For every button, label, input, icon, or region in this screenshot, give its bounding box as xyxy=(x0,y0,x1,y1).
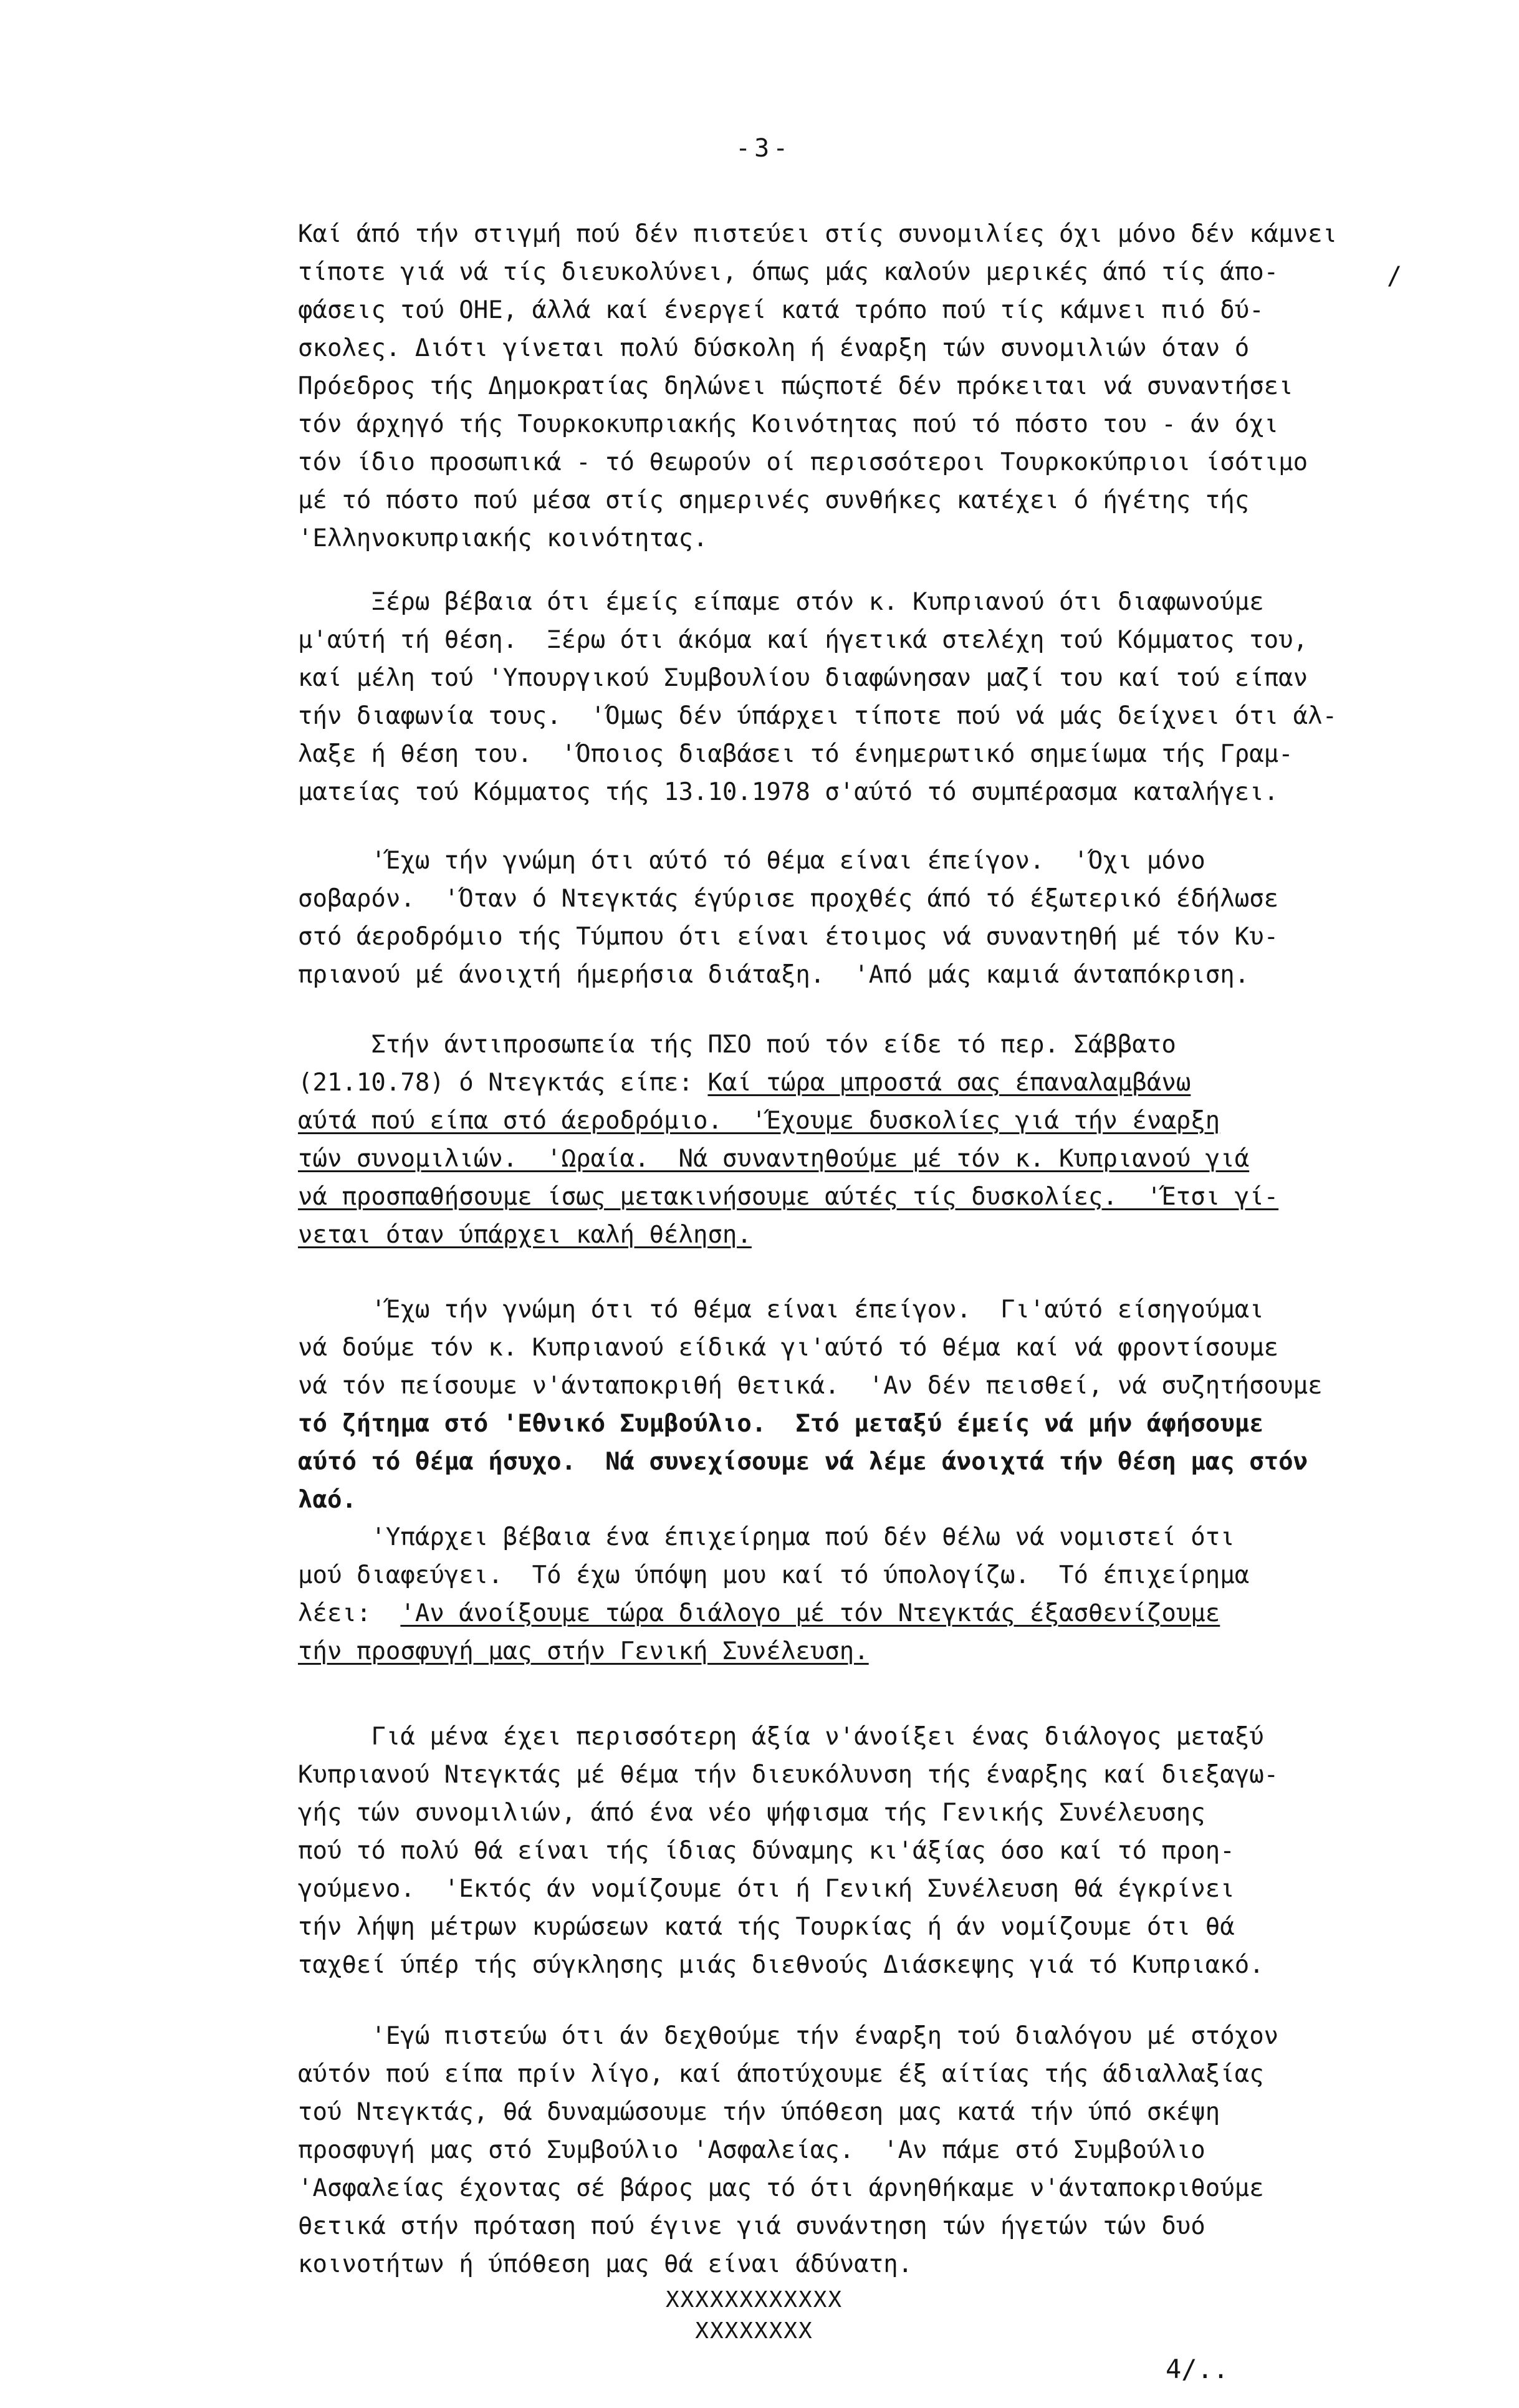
page-number: -3- xyxy=(736,134,792,163)
text-line: τόν ίδιο προσωπικά - τό θεωρούν οί περισσότεροι Τουρκοκύπριοι ίσότιμο xyxy=(298,448,1308,476)
text-line: Ξέρω βέβαια ότι έμείς είπαμε στόν κ. Κυπριανού ότι διαφωνούμε xyxy=(298,588,1264,616)
text-line: τήν λήψη μέτρων κυρώσεων κατά τής Τουρκίας ή άν νομίζουμε ότι θά xyxy=(298,1913,1235,1941)
text-line: 'Ασφαλείας έχοντας σέ βάρος μας τό ότι άρνηθήκαμε ν'άνταποκριθούμε xyxy=(298,2174,1264,2202)
margin-mark: / xyxy=(1387,262,1402,291)
text-line xyxy=(298,1064,1407,1102)
text-line: τό ζήτημα στό 'Εθνικό Συμβούλιο. Στό μεταξύ έμείς νά μήν άφήσουμε xyxy=(298,1410,1264,1438)
underlined-text: τών συνομιλιών. 'Ωραία. Νά συναντηθούμε μέ τόν κ. Κυπριανού γιά xyxy=(298,1145,1250,1173)
text-line: τήν διαφωνία τους. 'Όμως δέν ύπάρχει τίποτε πού νά μάς δείχνει ότι άλ- xyxy=(298,702,1338,730)
paragraph-4-quote xyxy=(298,1026,1407,1254)
text-line: κοινοτήτων ή ύπόθεση μας θά είναι άδύνατη. xyxy=(298,2250,913,2278)
text-line: νά τόν πείσουμε ν'άνταποκριθή θετικά. 'Αν δέν πεισθεί, νά συζητήσουμε xyxy=(298,1372,1323,1400)
underlined-text: Καί τώρα μπροστά σας έπαναλαμβάνω xyxy=(707,1069,1191,1097)
underlined-text: τήν προσφυγή μας στήν Γενική Συνέλευση. xyxy=(298,1637,869,1665)
text-line: γούμενο. 'Εκτός άν νομίζουμε ότι ή Γενική Συνέλευση θά έγκρίνει xyxy=(298,1875,1235,1903)
line-text: Στήν άντιπροσωπεία τής ΠΣΟ πού τόν είδε τό περ. Σάββατο xyxy=(298,1031,1176,1059)
underlined-text: 'Αν άνοίξουμε τώρα διάλογο μέ τόν Ντεγκτάς έξασθενίζουμε xyxy=(400,1599,1220,1627)
text-line: ματείας τού Κόμματος τής 13.10.1978 σ'αύτό τό συμπέρασμα καταλήγει. xyxy=(298,778,1279,806)
text-line: νά δούμε τόν κ. Κυπριανού είδικά γι'αύτό τό θέμα καί νά φροντίσουμε xyxy=(298,1334,1279,1362)
paragraph-5 xyxy=(298,1291,1407,1519)
text-line xyxy=(298,1102,1407,1140)
closing-marks-1: XXXXXXXXXXXX xyxy=(665,2287,843,2313)
text-line: τού Ντεγκτάς, θά δυναμώσουμε τήν ύπόθεση μας κατά τήν ύπό σκέψη xyxy=(298,2098,1220,2126)
text-line: τόν άρχηγό τής Τουρκοκυπριακής Κοινότητας πού τό πόστο του - άν όχι xyxy=(298,410,1279,438)
text-line: 'Έχω τήν γνώμη ότι αύτό τό θέμα είναι έπείγον. 'Όχι μόνο xyxy=(298,847,1205,875)
paragraph-8 xyxy=(298,2017,1407,2283)
text-line: καί μέλη τού 'Υπουργικού Συμβουλίου διαφώνησαν μαζί του καί τού είπαν xyxy=(298,664,1308,692)
text-line: πριανού μέ άνοιχτή ήμερήσια διάταξη. 'Από μάς καμιά άνταπόκριση. xyxy=(298,961,1250,989)
line-text: λέει: xyxy=(298,1599,401,1627)
text-line: σοβαρόν. 'Όταν ό Ντεγκτάς έγύρισε προχθές άπό τό έξωτερικό έδήλωσε xyxy=(298,885,1279,913)
text-line: Κυπριανού Ντεγκτάς μέ θέμα τήν διευκόλυνση τής έναρξης καί διεξαγω- xyxy=(298,1761,1279,1789)
paragraph-6 xyxy=(298,1518,1407,1670)
continuation-marker: 4/.. xyxy=(1166,2354,1229,2384)
line-text: μού διαφεύγει. Τό έχω ύπόψη μου καί τό ύπολογίζω. Τό έπιχείρημα xyxy=(298,1561,1250,1589)
text-line: Γιά μένα έχει περισσότερη άξία ν'άνοίξει ένας διάλογος μεταξύ xyxy=(298,1723,1264,1751)
text-line xyxy=(298,1632,1407,1670)
paragraph-1 xyxy=(298,215,1407,557)
paragraph-7 xyxy=(298,1718,1407,1984)
text-line xyxy=(298,1518,1407,1556)
text-line: 'Ελληνοκυπριακής κοινότητας. xyxy=(298,524,708,552)
text-line xyxy=(298,1216,1407,1254)
text-line: τίποτε γιά νά τίς διευκολύνει, όπως μάς καλούν μερικές άπό τίς άπο- xyxy=(298,258,1279,286)
text-line: μέ τό πόστο πού μέσα στίς σημερινές συνθήκες κατέχει ό ήγέτης τής xyxy=(298,486,1250,514)
text-line: ταχθεί ύπέρ τής σύγκλησης μιάς διεθνούς Διάσκεψης γιά τό Κυπριακό. xyxy=(298,1951,1264,1979)
text-line: προσφυγή μας στό Συμβούλιο 'Ασφαλείας. 'Αν πάμε στό Συμβούλιο xyxy=(298,2136,1205,2164)
paragraph-2 xyxy=(298,583,1407,811)
text-line xyxy=(298,1178,1407,1216)
text-line: λαξε ή θέση του. 'Όποιος διαβάσει τό ένημερωτικό σημείωμα τής Γραμ- xyxy=(298,740,1293,768)
text-line: Καί άπό τήν στιγμή πού δέν πιστεύει στίς συνομιλίες όχι μόνο δέν κάμνει xyxy=(298,220,1338,248)
closing-marks-2: XXXXXXXX xyxy=(695,2318,813,2344)
text-line: γής τών συνομιλιών, άπό ένα νέο ψήφισμα τής Γενικής Συνέλευσης xyxy=(298,1799,1205,1827)
underlined-text: αύτά πού είπα στό άεροδρόμιο. 'Έχουμε δυσκολίες γιά τήν έναρξη xyxy=(298,1107,1220,1135)
text-line: μ'αύτή τή θέση. Ξέρω ότι άκόμα καί ήγετικά στελέχη τού Κόμματος του, xyxy=(298,626,1308,654)
text-line: στό άεροδρόμιο τής Τύμπου ότι είναι έτοιμος νά συναντηθή μέ τόν Κυ- xyxy=(298,923,1279,951)
text-line: σκολες. Διότι γίνεται πολύ δύσκολη ή έναρξη τών συνομιλιών όταν ό xyxy=(298,334,1250,362)
line-text: 'Υπάρχει βέβαια ένα έπιχείρημα πού δέν θέλω νά νομιστεί ότι xyxy=(298,1523,1235,1551)
underlined-text: νεται όταν ύπάρχει καλή θέληση. xyxy=(298,1221,752,1249)
text-line xyxy=(298,1026,1407,1064)
text-line: αύτόν πού είπα πρίν λίγο, καί άποτύχουμε έξ αίτίας τής άδιαλλαξίας xyxy=(298,2060,1264,2088)
text-line: αύτό τό θέμα ήσυχο. Νά συνεχίσουμε νά λέμε άνοιχτά τήν θέση μας στόν xyxy=(298,1448,1308,1476)
text-line: πού τό πολύ θά είναι τής ίδιας δύναμης κι'άξίας όσο καί τό προη- xyxy=(298,1837,1235,1865)
text-line: 'Εγώ πιστεύω ότι άν δεχθούμε τήν έναρξη τού διαλόγου μέ στόχον xyxy=(298,2022,1279,2050)
text-line xyxy=(298,1556,1407,1594)
paragraph-3 xyxy=(298,842,1407,994)
text-line: φάσεις τού ΟΗΕ, άλλά καί ένεργεί κατά τρόπο πού τίς κάμνει πιό δύ- xyxy=(298,296,1264,324)
underlined-text: νά προσπαθήσουμε ίσως μετακινήσουμε αύτές τίς δυσκολίες. 'Έτσι γί- xyxy=(298,1183,1279,1211)
text-line: 'Έχω τήν γνώμη ότι τό θέμα είναι έπείγον. Γι'αύτό είσηγούμαι xyxy=(298,1296,1264,1324)
line-text: (21.10.78) ό Ντεγκτάς είπε: xyxy=(298,1069,708,1097)
text-line xyxy=(298,1140,1407,1178)
text-line: Πρόεδρος τής Δημοκρατίας δηλώνει πώςποτέ δέν πρόκειται νά συναντήσει xyxy=(298,372,1293,400)
text-line: θετικά στήν πρόταση πού έγινε γιά συνάντηση τών ήγετών τών δυό xyxy=(298,2212,1205,2240)
text-line: λαό. xyxy=(298,1486,357,1514)
text-line xyxy=(298,1594,1407,1632)
